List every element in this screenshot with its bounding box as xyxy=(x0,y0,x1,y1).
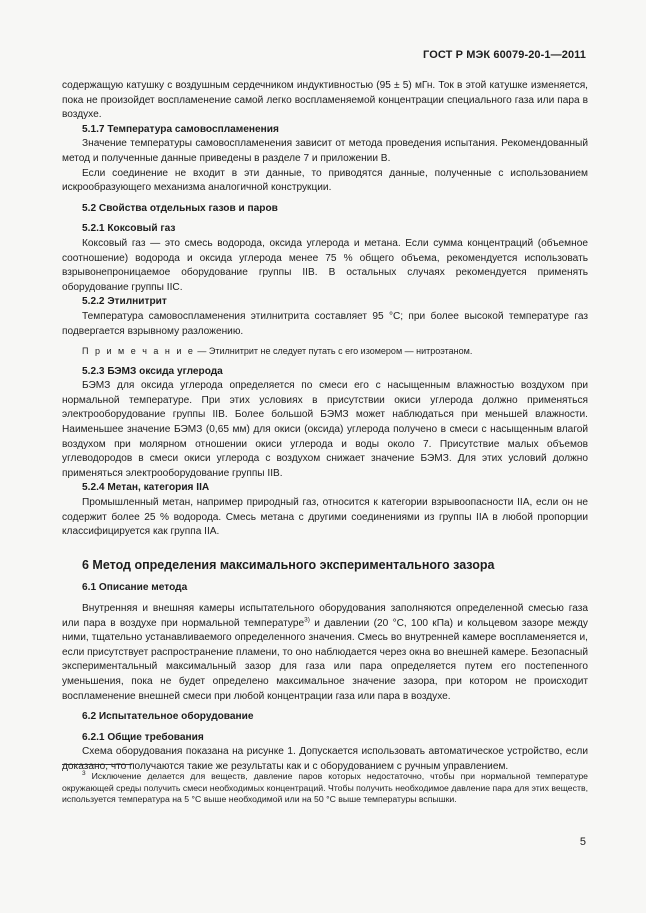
paragraph-5-1-7-a: Значение температуры самовоспламенения зависит от метода проведения испытания. Рекомендованный метод и полученные данные приведены в разделе 7 и приложении В. xyxy=(62,138,588,164)
paragraph-5-2-2: Температура самовоспламенения этилнитрита составляет 95 °С; при более высокой температуре газ подвергается взрывному разложению. xyxy=(62,310,588,337)
paragraph-5-2-4: Промышленный метан, например природный газ, относится к категории взрывоопасности IIA, если он не содержит более 25 % водорода. Смесь метана с другими соединениями из группы IIA в любой пропорции классифицируется как группа IIA. xyxy=(62,497,588,538)
heading-5-2-1: 5.2.1 Коксовый газ xyxy=(82,223,176,235)
document-body xyxy=(62,79,588,778)
footnote-divider xyxy=(62,764,132,765)
heading-6-2-1: 6.2.1 Общие требования xyxy=(82,731,204,743)
footnote xyxy=(62,771,588,806)
heading-5-2-4: 5.2.4 Метан, категория IIA xyxy=(82,482,210,494)
heading-5-2-2: 5.2.2 Этилнитрит xyxy=(82,296,167,308)
heading-5-1-7: 5.1.7 Температура самовоспламенения xyxy=(82,123,279,135)
heading-5-2-3: 5.2.3 БЭМЗ оксида углерода xyxy=(82,365,223,377)
paragraph-6-2-1: Схема оборудования показана на рисунке 1. Допускается использовать автоматическое устройство, если доказано, что получаются такие же результаты как и с оборудованием с ручным управлением. xyxy=(62,746,588,772)
paragraph-6-1-part-1: Внутренняя и внешняя камеры испытательного оборудования заполняются определенной смесью газа или пара в воздухе при нормальной температуре xyxy=(62,603,588,629)
paragraph-6-1-part-2: и давлении (20 °С, 100 кПа) и кольцевом зазоре между ними, тщательно устанавливаемого определенного значения. Смесь во внутренней камере воспламеняется и, если присутствует распространение пламени, то оно наблюдается через окна во внешней камере. Безопасный экспериментальный максимальный зазор для газа или пара определяется путем его постепенного уменьшения, пока не будет определено максимальное значение зазора, при котором не происходит воспламенение внешней смеси при любой концентрации газа или пара в воздухе. xyxy=(62,617,588,702)
page-number: 5 xyxy=(579,836,586,848)
footnote-text: Исключение делается для веществ, давление паров которых недостаточно, чтобы при нормальной температуре окружающей среды получить смеси необходимых концентраций. Чтобы получить необходимое давление пара для этих веществ, используется температура на 5 °С выше необходимой или на 50 °С выше температуры вспышки. xyxy=(62,771,588,805)
note xyxy=(62,344,588,359)
paragraph-5-1-7-b: Если соединение не входит в эти данные, то приводятся данные, полученные с использованием искрообразующего механизма аналогичной конструкции. xyxy=(62,167,588,194)
heading-section-6: 6 Метод определения максимального экспериментального зазора xyxy=(82,557,495,572)
paragraph-5-2-1: Коксовый газ — это смесь водорода, оксида углерода и метана. Если сумма концентраций (объемное соотношение) водорода и оксида углерода менее 75 % общего объема, рекомендуется использовать взрывонепроницаемое оборудование группы IIB. В остальных случаях рекомендуется применять оборудование группы IIC. xyxy=(62,237,588,293)
footnote-marker: 3 xyxy=(82,770,86,778)
paragraph-6-1 xyxy=(62,602,588,704)
heading-6-2: 6.2 Испытательное оборудование xyxy=(82,711,254,723)
paragraph-5-2-3: БЭМЗ для оксида углерода определяется по смеси его с насыщенным влажностью воздухом при нормальной температуре. При этих условиях в присутствии окиси углерода должно применяться электрооборудование группы IIB. Более большой БЭМЗ может наблюдаться при меньшей влажности. Наименьшее значение БЭМЗ (0,65 мм) для окиси (оксида) углерода получено в смеси с насыщенным влагой воздухом при молярном отношении окиси углерода и воды около 7. Присутствие малых объемов углеводородов в смеси окиси углерода с воздухом снижает значение БЭМЗ. Для этих условий должно применяться электрооборудование группы IIB. xyxy=(62,380,588,479)
note-text: — Этилнитрит не следует путать с его изомером — нитроэтаном. xyxy=(194,346,473,357)
note-label: П р и м е ч а н и е xyxy=(82,346,195,357)
paragraph-intro: содержащую катушку с воздушным сердечником индуктивностью (95 ± 5) мГн. Ток в этой катушке изменяется, пока не произойдет воспламенение самой легко воспламеняемой концентрации специального газа или пара в воздухе. xyxy=(62,80,588,121)
heading-5-2: 5.2 Свойства отдельных газов и паров xyxy=(82,202,278,214)
document-header: ГОСТ Р МЭК 60079-20-1—2011 xyxy=(423,49,586,61)
footnote-ref: 3) xyxy=(304,616,310,624)
heading-6-1: 6.1 Описание метода xyxy=(82,582,188,594)
